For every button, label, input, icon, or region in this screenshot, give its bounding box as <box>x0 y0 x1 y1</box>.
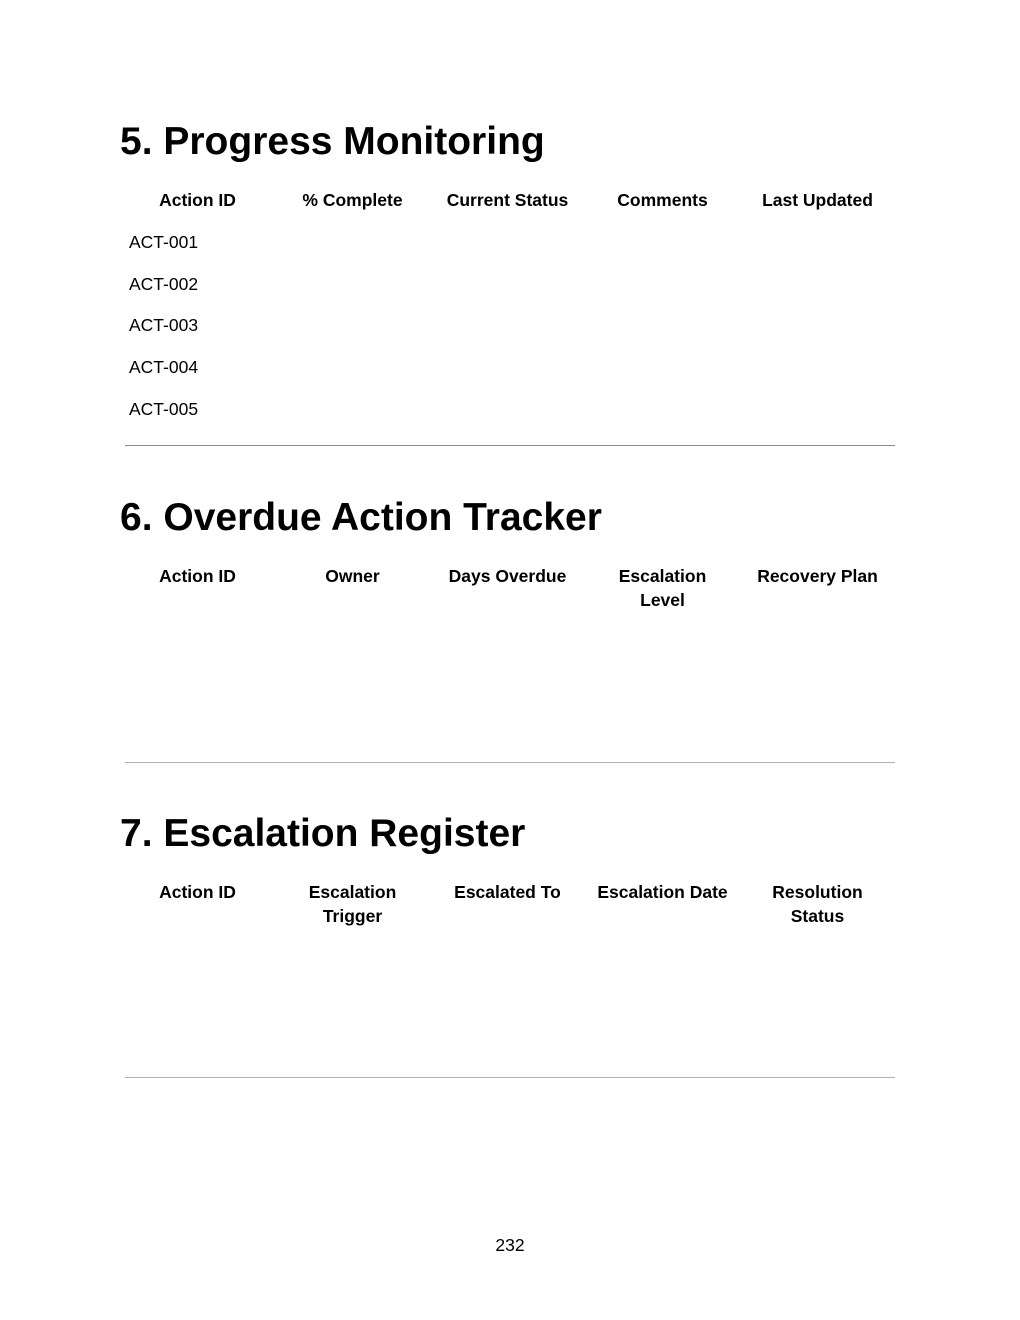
column-header-recovery-plan: Recovery Plan <box>757 566 878 586</box>
column-header-escalation-level: Escalation Level <box>618 566 707 610</box>
table-header-row <box>120 564 895 610</box>
column-header-current-status: Current Status <box>446 190 569 210</box>
page-number: 232 <box>495 1235 525 1255</box>
table-row-action-id: ACT-005 <box>129 399 199 419</box>
table-row-action-id: ACT-002 <box>129 274 199 294</box>
column-header-comments: Comments <box>617 190 708 210</box>
table-bottom-rule <box>125 445 895 446</box>
progress-monitoring-table <box>120 188 895 419</box>
column-header-percent-complete: % Complete <box>302 190 403 210</box>
column-header-days-overdue: Days Overdue <box>448 566 567 586</box>
column-header-action-id: Action ID <box>159 566 236 586</box>
column-header-action-id: Action ID <box>159 190 236 210</box>
section-title-overdue-action-tracker: 6. Overdue Action Tracker <box>120 496 602 539</box>
column-header-resolution-status: Resolution Status <box>772 882 863 926</box>
table-row-action-id: ACT-003 <box>129 315 199 335</box>
overdue-action-tracker-table <box>120 564 895 610</box>
table-row-action-id: ACT-004 <box>129 357 199 377</box>
section-title-escalation-register: 7. Escalation Register <box>120 812 526 855</box>
table-bottom-rule <box>125 1077 895 1078</box>
table-row-action-id: ACT-001 <box>129 232 199 252</box>
column-header-last-updated: Last Updated <box>762 190 873 210</box>
section-title-progress-monitoring: 5. Progress Monitoring <box>120 120 545 163</box>
column-header-escalation-date: Escalation Date <box>597 882 728 902</box>
table-bottom-rule <box>125 762 895 763</box>
column-header-escalation-trigger: Escalation Trigger <box>308 882 397 926</box>
escalation-register-table <box>120 880 895 926</box>
table-header-row <box>120 188 895 212</box>
column-header-owner: Owner <box>325 566 380 586</box>
column-header-action-id: Action ID <box>159 882 236 902</box>
table-header-row <box>120 880 895 926</box>
column-header-escalated-to: Escalated To <box>454 882 561 902</box>
